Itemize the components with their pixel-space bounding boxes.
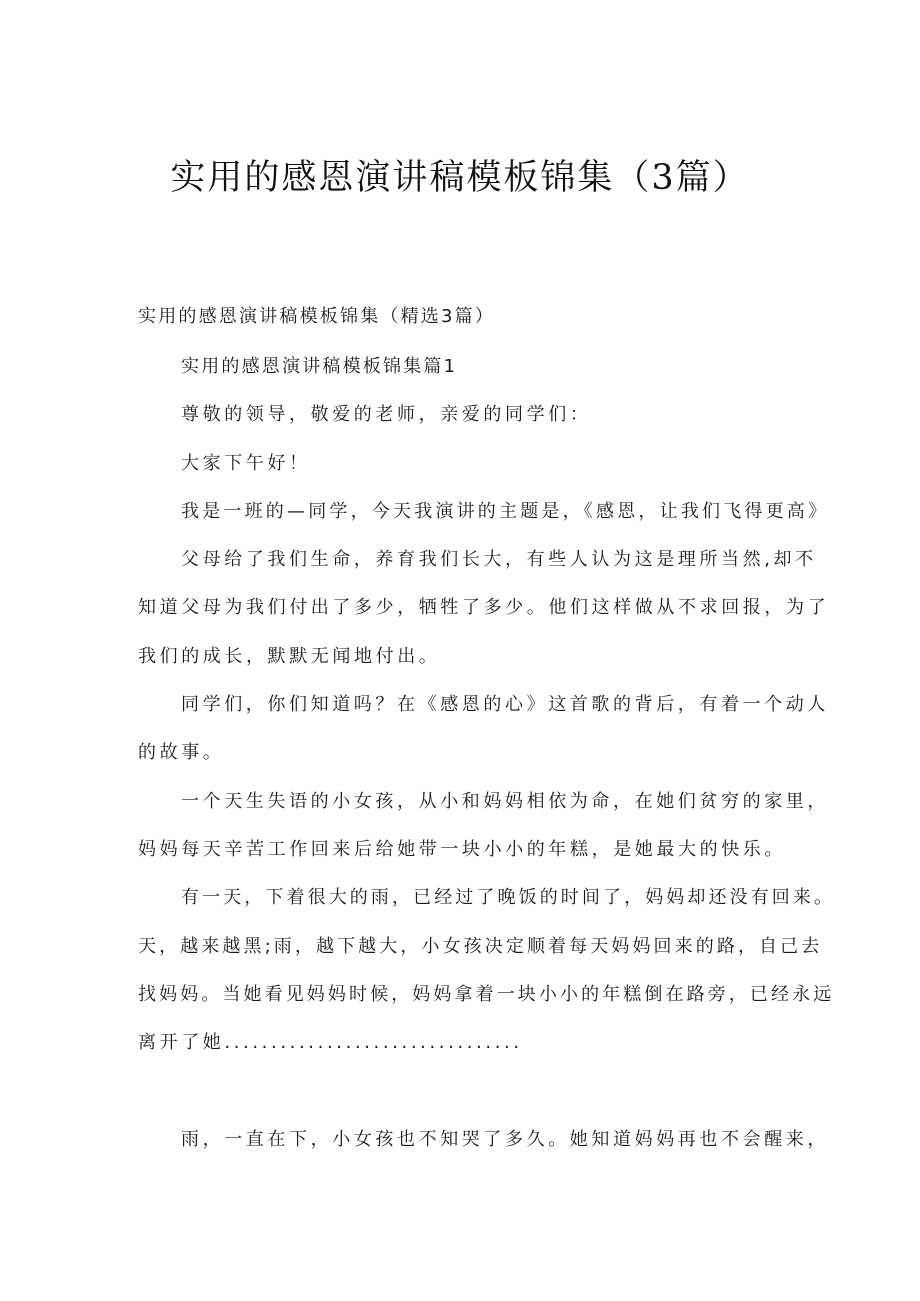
paragraph-line: 同学们，你们知道吗？在《感恩的心》这首歌的背后，有着一个动人 <box>181 694 829 715</box>
paragraph-line: 父母给了我们生命，养育我们长大，有些人认为这是理所当然,却不 <box>181 549 817 570</box>
paragraph-line: 找妈妈。当她看见妈妈时候，妈妈拿着一块小小的年糕倒在路旁，已经永远 <box>138 984 835 1005</box>
paragraph-line: 尊敬的领导，敬爱的老师，亲爱的同学们： <box>181 404 592 425</box>
document-subtitle: 实用的感恩演讲稿模板锦集（精选3篇） <box>138 306 496 327</box>
paragraph-line: 有一天，下着很大的雨，已经过了晚饭的时间了，妈妈却还没有回来。 <box>181 887 836 908</box>
paragraph-line: 知道父母为我们付出了多少，牺牲了多少。他们这样做从不求回报，为了 <box>138 597 830 618</box>
paragraph-line: 妈妈每天辛苦工作回来后给她带一块小小的年糕，是她最大的快乐。 <box>138 839 786 860</box>
paragraph-line: 的故事。 <box>138 742 225 763</box>
section-heading: 实用的感恩演讲稿模板锦集篇1 <box>181 356 458 377</box>
paragraph-line: 大家下午好！ <box>181 453 311 474</box>
document-title: 实用的感恩演讲稿模板锦集（3篇） <box>170 158 750 198</box>
paragraph-line: 我们的成长，默默无闻地付出。 <box>138 646 441 667</box>
paragraph-line: 天，越来越黑;雨，越下越大，小女孩决定顺着每天妈妈回来的路，自己去 <box>138 936 823 957</box>
paragraph-line: 一个天生失语的小女孩，从小和妈妈相依为命，在她们贫穷的家里， <box>181 791 829 812</box>
paragraph-line: 我是一班的—同学，今天我演讲的主题是，《感恩，让我们飞得更高》 <box>181 501 830 522</box>
paragraph-line: 离开了她................................ <box>138 1032 523 1053</box>
paragraph-line: 雨，一直在下，小女孩也不知哭了多久。她知道妈妈再也不会醒来， <box>181 1129 829 1150</box>
